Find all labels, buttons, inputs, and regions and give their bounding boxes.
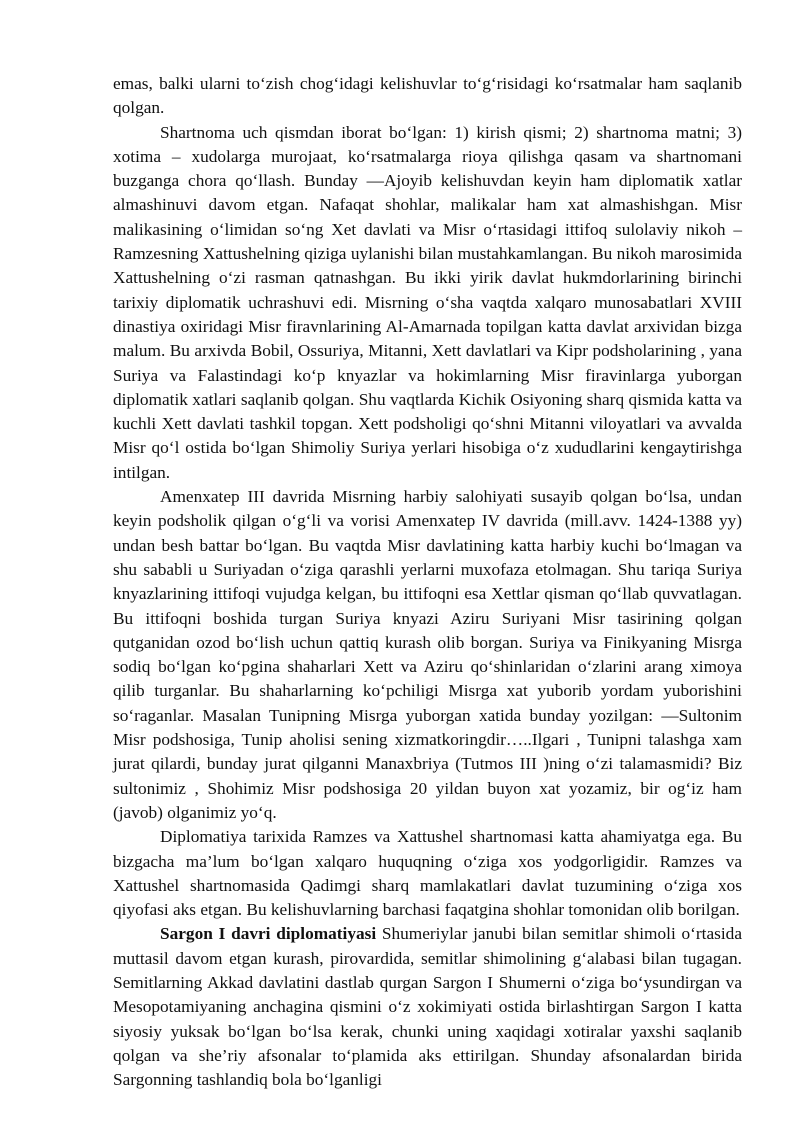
paragraph-5-text: Shumeriylar janubi bilan semitlar shimoli o‘rtasida muttasil davom etgan kurash, pirovardida, semitlar shimolining g‘alabasi bilan tugagan. Semitlarning Akkad davlatini dastlab qurgan Sargon I Shumerni o‘ziga bo‘ysundirgan va Mesopotamiyaning anchagina qismini o‘z xokimiyati ostida birlashtirgan Sargon I katta siyosiy yuksak bo‘lgan bo‘lsa kerak, chunki uning xaqidagi xotiralar yaxshi saqlanib qolgan va she’riy afsonalar to‘plamida aks ettirilgan. Shunday afsonalardan birida Sargonning tashlandiq bola bo‘lganligi (113, 924, 742, 1090)
paragraph-1: emas, balki ularni to‘zish chog‘idagi kelishuvlar to‘g‘risidagi ko‘rsatmalar ham saqlanib qolgan. (113, 74, 742, 118)
paragraph-2: Shartnoma uch qismdan iborat bo‘lgan: 1) kirish qismi; 2) shartnoma matni; 3) xotima – xudolarga murojaat, ko‘rsatmalarga rioya qilishga qasam va shartnomani buzganga chora qo‘llash. Bunday ―Ajoyib kelishuvdan keyin ham diplomatik xatlar almashinuvi davom etgan. Nafaqat shohlar, malikalar ham xat almashishgan. Misr malikasining o‘limidan so‘ng Xet davlati va Misr o‘rtasidagi ittifoq sulolaviy nikoh – Ramzesning Xattushelning qiziga uylanishi bilan mustahkamlangan. Bu nikoh marosimida Xattushelning o‘zi rasman qatnashgan. Bu ikki yirik davlat hukmdorlarining birinchi tarixiy diplomatik uchrashuvi edi. Misrning o‘sha vaqtda xalqaro munosabatlari XVIII dinastiya oxiridagi Misr firavnlarining Al-Amarnada topilgan katta davlat arxividan bizga malum. Bu arxivda Bobil, Ossuriya, Mitanni, Xett davlatlari va Kipr podsholarining , yana Suriya va Falastindagi ko‘p knyazlar va hokimlarning Misr firavinlarga yuborgan diplomatik xatlari saqlanib qolgan. Shu vaqtlarda Kichik Osiyoning sharq qismida katta va kuchli Xett davlati tashkil topgan. Xett podsholigi qo‘shni Mitanni viloyatlari va avvalda Misr qo‘l ostida bo‘lgan Shimoliy Suriya yerlari hisobiga o‘z xududlarini kengaytirishga intilgan. (113, 122, 742, 482)
paragraph-3: Amenxatep III davrida Misrning harbiy salohiyati susayib qolgan bo‘lsa, undan keyin podsholik qilgan o‘g‘li va vorisi Amenxatep IV davrida (mill.avv. 1424-1388 yy) undan besh battar bo‘lgan. Bu vaqtda Misr davlatining katta harbiy kuchi bo‘lmagan va shu sababli u Suriyadan o‘ziga qarashli yerlarni muxofaza etolmagan. Shu tariqa Suriya knyazlarining ittifoqi vujudga kelgan, bu ittifoqni esa Xettlar qisman qo‘llab quvvatlagan. Bu ittifoqni boshida turgan Suriya knyazi Aziru Suriyani Misr tasirining qolgan qutganidan ozod bo‘lish uchun qattiq kurash olib borgan. Suriya va Finikyaning Misrga sodiq bo‘lgan ko‘pgina shaharlari Xett va Aziru qo‘shinlaridan o‘zlarini arang ximoya qilib turganlar. Bu shaharlarning ko‘pchiligi Misrga xat yuborib yordam yuborishini so‘raganlar. Masalan Tunipning Misrga yuborgan xatida bunday yozilgan: ―Sultonim Misr podshosiga, Tunip aholisi sening xizmatkoringdir…..Ilgari , Tunipni talashga xam jurat qilardi, bunday jurat qilganni Manaxbriya (Tutmos III )ning o‘zi talamasmidi? Biz sultonimiz , Shohimiz Misr podshosiga 20 yildan buyon xat yozamiz, bir og‘iz ham (javob) olganimiz yo‘q. (113, 487, 742, 822)
section-heading: Sargon I davri diplomatiyasi (160, 924, 377, 944)
paragraph-4: Diplomatiya tarixida Ramzes va Xattushel shartnomasi katta ahamiyatga ega. Bu bizgacha ma’lum bo‘lgan xalqaro huquqning o‘ziga xos yodgorligidir. Ramzes va Xattushel shartnomasida Qadimgi sharq mamlakatlari davlat tuzumining o‘ziga xos qiyofasi aks etgan. Bu kelishuvlarning barchasi faqatgina shohlar tomonidan olib borilgan. (113, 827, 742, 920)
paragraph-5 (113, 922, 742, 1092)
document-page (113, 72, 742, 1092)
